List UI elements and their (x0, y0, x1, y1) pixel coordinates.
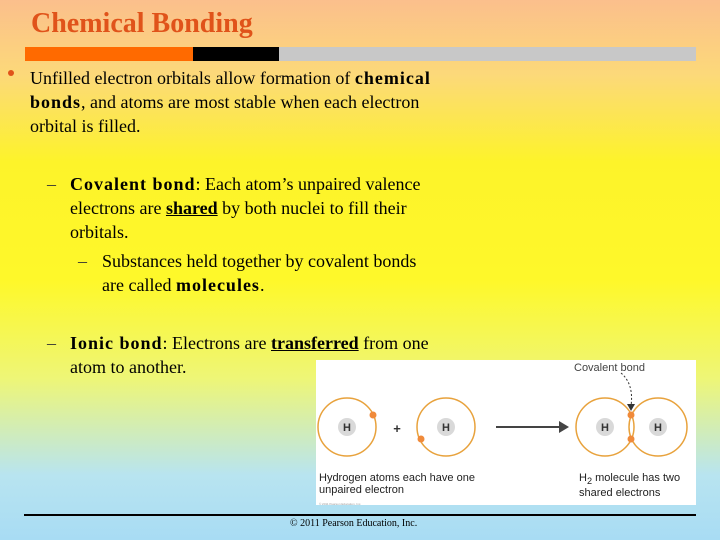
bullet1-text-b: , and atoms are most stable when each electron orbital is filled. (30, 92, 420, 136)
bullet-dot-icon (8, 70, 14, 76)
term-chemical-bonds: chemical bonds (30, 68, 431, 112)
title-bar-grey (279, 47, 696, 61)
sub-sub-bullet-molecules (102, 249, 432, 297)
shared-electron (628, 436, 635, 443)
dash-marker: – (47, 174, 56, 194)
electron (370, 412, 377, 419)
bullet1-text-a: Unfilled electron orbitals allow formation of (30, 68, 355, 88)
title-bar-orange (25, 47, 193, 61)
covalent-bond-label: Covalent bond (574, 362, 645, 374)
emph-shared: shared (165, 198, 218, 218)
caption-rest: molecule has two shared electrons (579, 472, 681, 500)
label-pointer (621, 373, 632, 406)
molecules-text-a: Substances held together by covalent bonds are called (102, 251, 417, 295)
ionic-text-b: from one atom to another. (70, 333, 429, 377)
atom-label: H (442, 422, 450, 434)
sub-bullet-covalent (70, 172, 450, 244)
figure-credit: © 2011 Pearson Education, Inc. (319, 502, 362, 506)
slide-title: Chemical Bonding (31, 8, 253, 39)
atom-label: H (601, 422, 609, 434)
electron (418, 436, 425, 443)
term-molecules: molecules (175, 275, 260, 295)
covalent-text-b: by both nuclei to fill their orbitals. (70, 198, 407, 242)
dash-marker: – (47, 333, 56, 353)
term-ionic-bond: Ionic bond (70, 333, 163, 353)
covalent-bond-figure (316, 360, 696, 505)
shared-electron (628, 412, 635, 419)
atom-label: H (654, 422, 662, 434)
ionic-text-a: : Electrons are (162, 333, 271, 353)
bullet-unfilled-orbitals (30, 66, 450, 138)
atom-label: H (343, 422, 351, 434)
arrow-head-icon (559, 421, 569, 433)
term-covalent-bond: Covalent bond (70, 174, 196, 194)
caption-h: H (579, 472, 587, 484)
caption-subscript: 2 (586, 476, 593, 487)
molecules-text-b: . (259, 275, 265, 295)
emph-transferred: transferred (271, 333, 359, 353)
title-bar-black (193, 47, 279, 61)
footer-divider (24, 514, 696, 516)
covalent-text-a: : Each atom’s unpaired valence electrons are (70, 174, 421, 218)
dash-marker: – (78, 251, 87, 271)
copyright-notice: © 2011 Pearson Education, Inc. (290, 518, 418, 529)
caption-hydrogen-atoms: Hydrogen atoms each have one unpaired electron (319, 472, 475, 496)
caption-h2-molecule (579, 472, 699, 499)
plus-sign: + (393, 421, 401, 436)
